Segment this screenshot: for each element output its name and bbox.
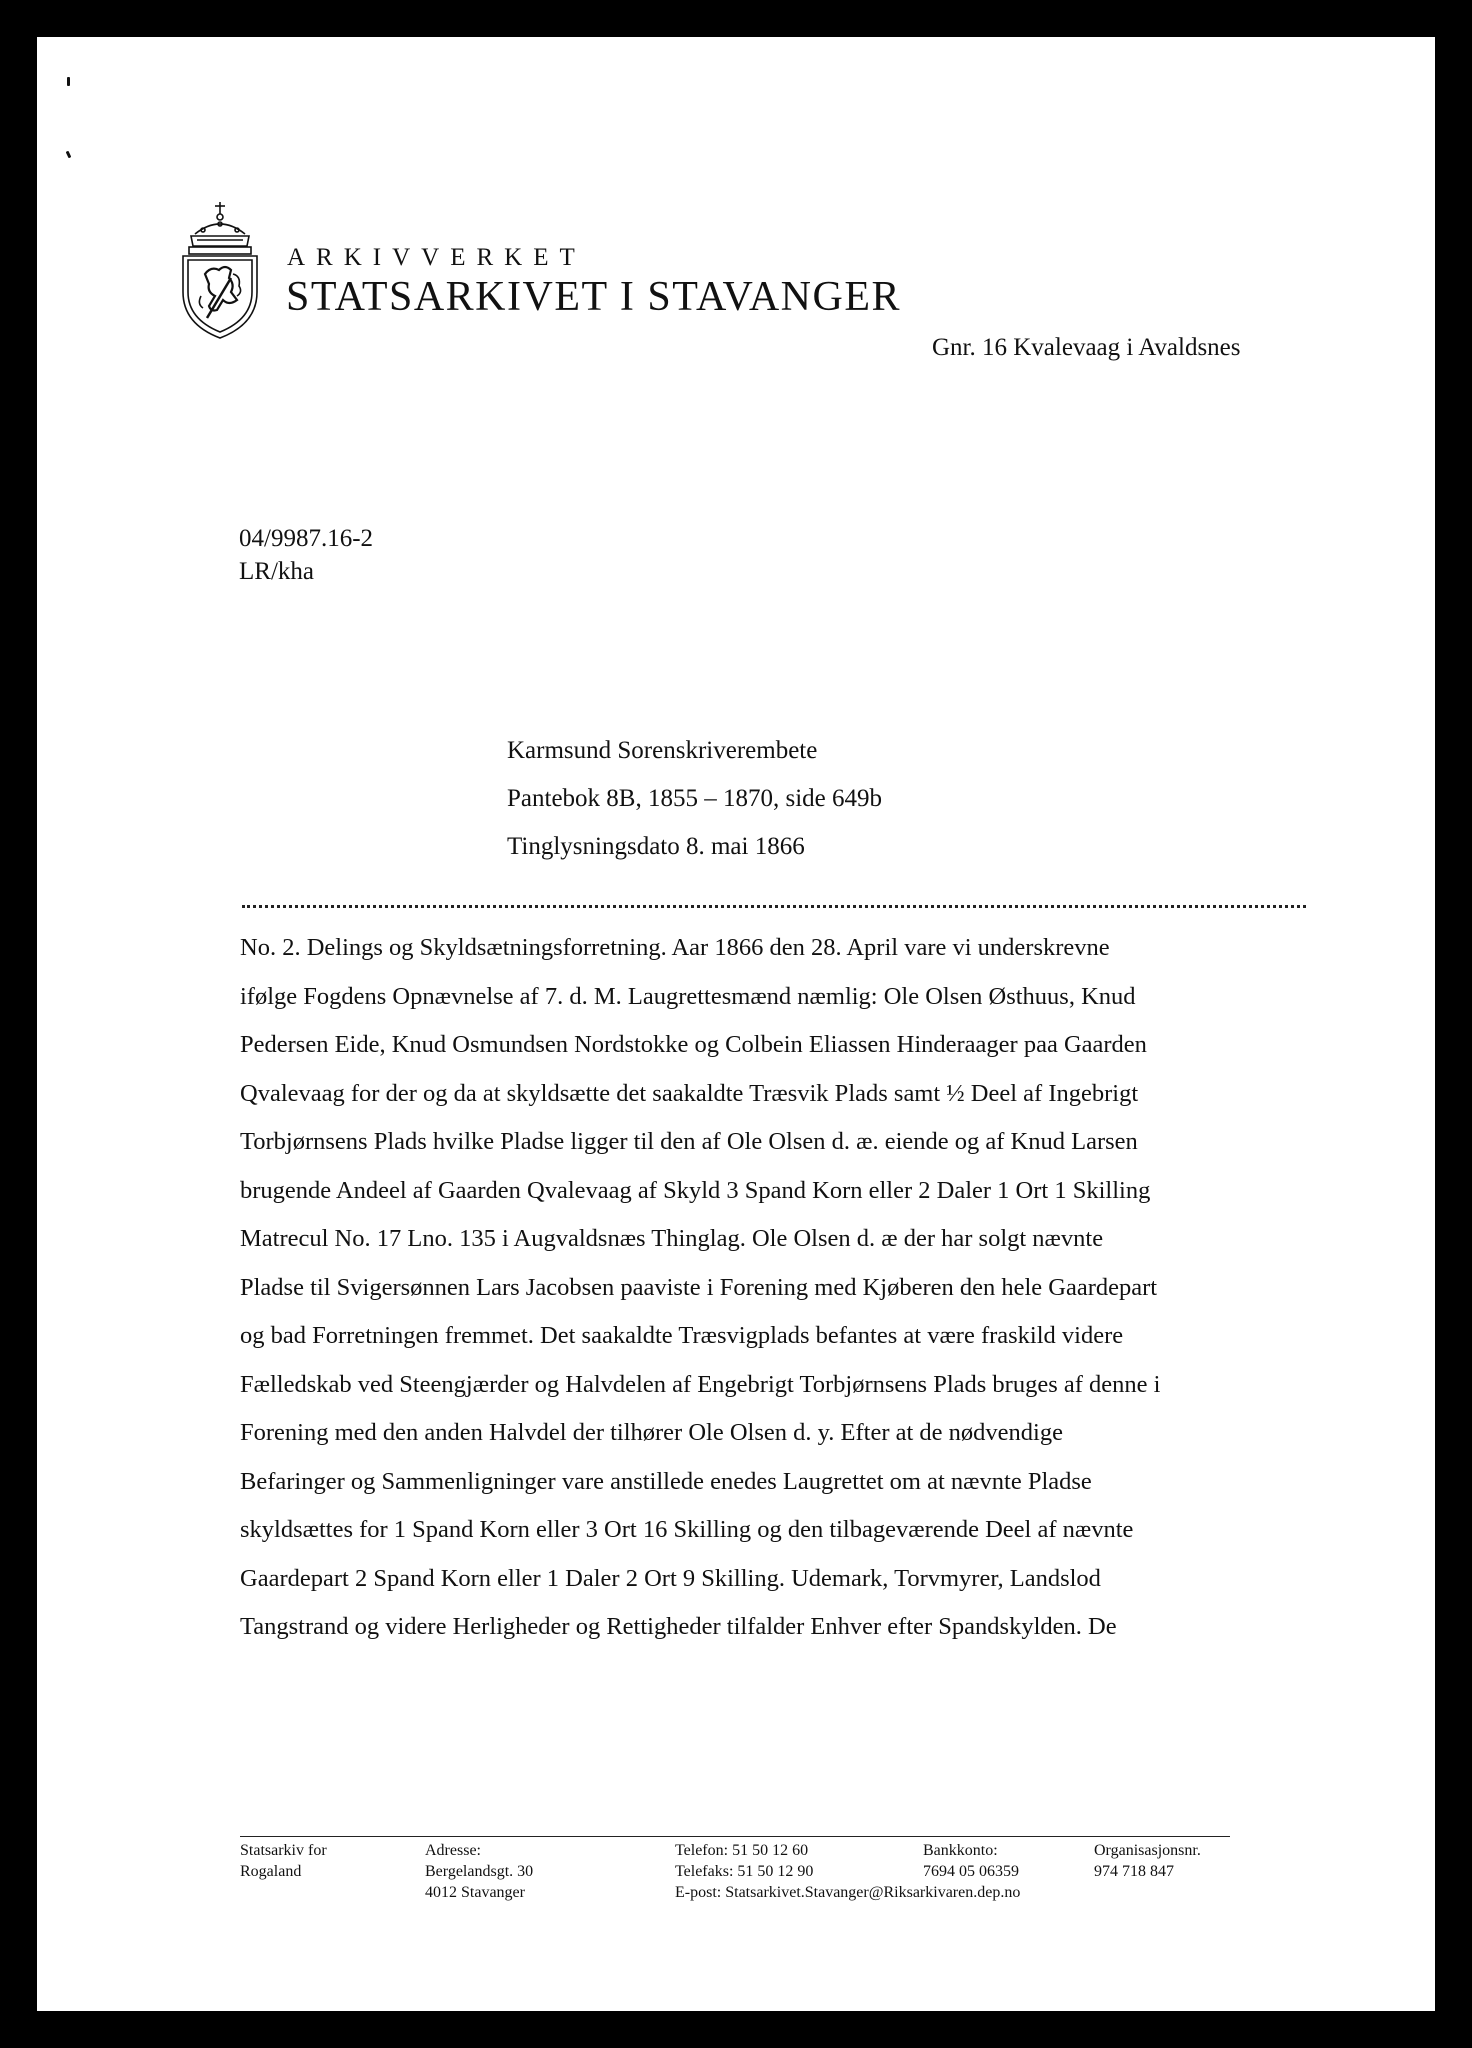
footer-text: Bergelandsgt. 30 bbox=[425, 1863, 534, 1880]
body-line: Pladse til Svigersønnen Lars Jacobsen paaviste i Forening med Kjøberen den hele Gaardepart bbox=[240, 1273, 1158, 1301]
file-number: 04/9987.16-2 bbox=[239, 525, 374, 552]
footer-text: 4012 Stavanger bbox=[425, 1884, 525, 1901]
body-line: Tangstrand og videre Herligheder og Rettigheder tilfalder Enhver efter Spandskylden. De bbox=[240, 1613, 1117, 1640]
body-line: skyldsættes for 1 Spand Korn eller 3 Ort 16 Skilling og den tilbageværende Deel af nævnte bbox=[240, 1516, 1134, 1543]
property-reference: Gnr. 16 Kvalevaag i Avaldsnes bbox=[932, 334, 1241, 361]
source-office: Karmsund Sorenskriverembete bbox=[507, 737, 818, 764]
scan-mark bbox=[66, 151, 72, 159]
body-line: Torbjørnsens Plads hvilke Pladse ligger til den af Ole Olsen d. æ. eiende og af Knud Larsen bbox=[240, 1128, 1138, 1155]
footer-email: E-post: Statsarkivet.Stavanger@Riksarkivaren.dep.no bbox=[675, 1884, 1021, 1901]
body-line: Gaardepart 2 Spand Korn eller 1 Daler 2 Ort 9 Skilling. Udemark, Torvmyrer, Landslod bbox=[240, 1564, 1101, 1592]
footer-bank bbox=[923, 1840, 1019, 1882]
body-line: Pedersen Eide, Knud Osmundsen Nordstokke og Colbein Eliassen Hinderaager paa Gaarden bbox=[240, 1031, 1147, 1058]
footer-text: 974 718 847 bbox=[1094, 1863, 1174, 1880]
body-line: Matrecul No. 17 Lno. 135 i Augvaldsnæs Thinglag. Ole Olsen d. æ der har solgt nævnte bbox=[240, 1225, 1104, 1252]
body-line: brugende Andeel af Gaarden Qvalevaag af Skyld 3 Spand Korn eller 2 Daler 1 Ort 1 Skilling bbox=[240, 1176, 1151, 1204]
agency-name: STATSARKIVET I STAVANGER bbox=[286, 274, 902, 320]
source-book: Pantebok 8B, 1855 – 1870, side 649b bbox=[507, 785, 882, 812]
footer-text: Statsarkiv for bbox=[240, 1842, 327, 1859]
footer-orgnr bbox=[1094, 1840, 1201, 1882]
body-line: Qvalevaag for der og da at skyldsætte det saakaldte Træsvik Plads samt ½ Deel af Ingebrigt bbox=[240, 1079, 1139, 1107]
body-line: og bad Forretningen fremmet. Det saakaldte Træsvigplads befantes at være fraskild videre bbox=[240, 1322, 1124, 1349]
registration-date: Tinglysningsdato 8. mai 1866 bbox=[507, 833, 805, 860]
footer-text: Rogaland bbox=[240, 1863, 302, 1880]
body-line: No. 2. Delings og Skyldsætningsforretning. Aar 1866 den 28. April vare vi underskrevne bbox=[240, 934, 1110, 961]
footer-rule bbox=[240, 1836, 1230, 1837]
footer-text: Organisasjonsnr. bbox=[1094, 1842, 1201, 1859]
dotted-separator bbox=[242, 905, 1306, 908]
scan-mark bbox=[67, 77, 70, 86]
footer-institution bbox=[240, 1840, 327, 1882]
footer-text: Telefon: 51 50 12 60 bbox=[675, 1842, 809, 1859]
body-line: Fælledskab ved Steengjærder og Halvdelen af Engebrigt Torbjørnsens Plads bruges af denne i bbox=[240, 1370, 1161, 1398]
footer-text: 7694 05 06359 bbox=[923, 1863, 1019, 1880]
initials: LR/kha bbox=[239, 558, 314, 585]
body-line: Befaringer og Sammenligninger vare anstillede enedes Laugrettet om at nævnte Pladse bbox=[240, 1467, 1092, 1495]
footer-text: Telefaks: 51 50 12 90 bbox=[675, 1863, 814, 1880]
document-page bbox=[37, 37, 1435, 2011]
agency-small-caps: ARKIVVERKET bbox=[287, 244, 586, 271]
body-line: Forening med den anden Halvdel der tilhører Ole Olsen d. y. Efter at de nødvendige bbox=[240, 1419, 1063, 1446]
footer-text: Bankkonto: bbox=[923, 1842, 998, 1859]
body-line: ifølge Fogdens Opnævnelse af 7. d. M. Laugrettesmænd næmlig: Ole Olsen Østhuus, Knud bbox=[240, 982, 1136, 1010]
footer-address bbox=[425, 1840, 533, 1903]
coat-of-arms-icon bbox=[177, 200, 263, 342]
footer-text: Adresse: bbox=[425, 1842, 481, 1859]
transcription-body bbox=[240, 924, 1340, 1652]
